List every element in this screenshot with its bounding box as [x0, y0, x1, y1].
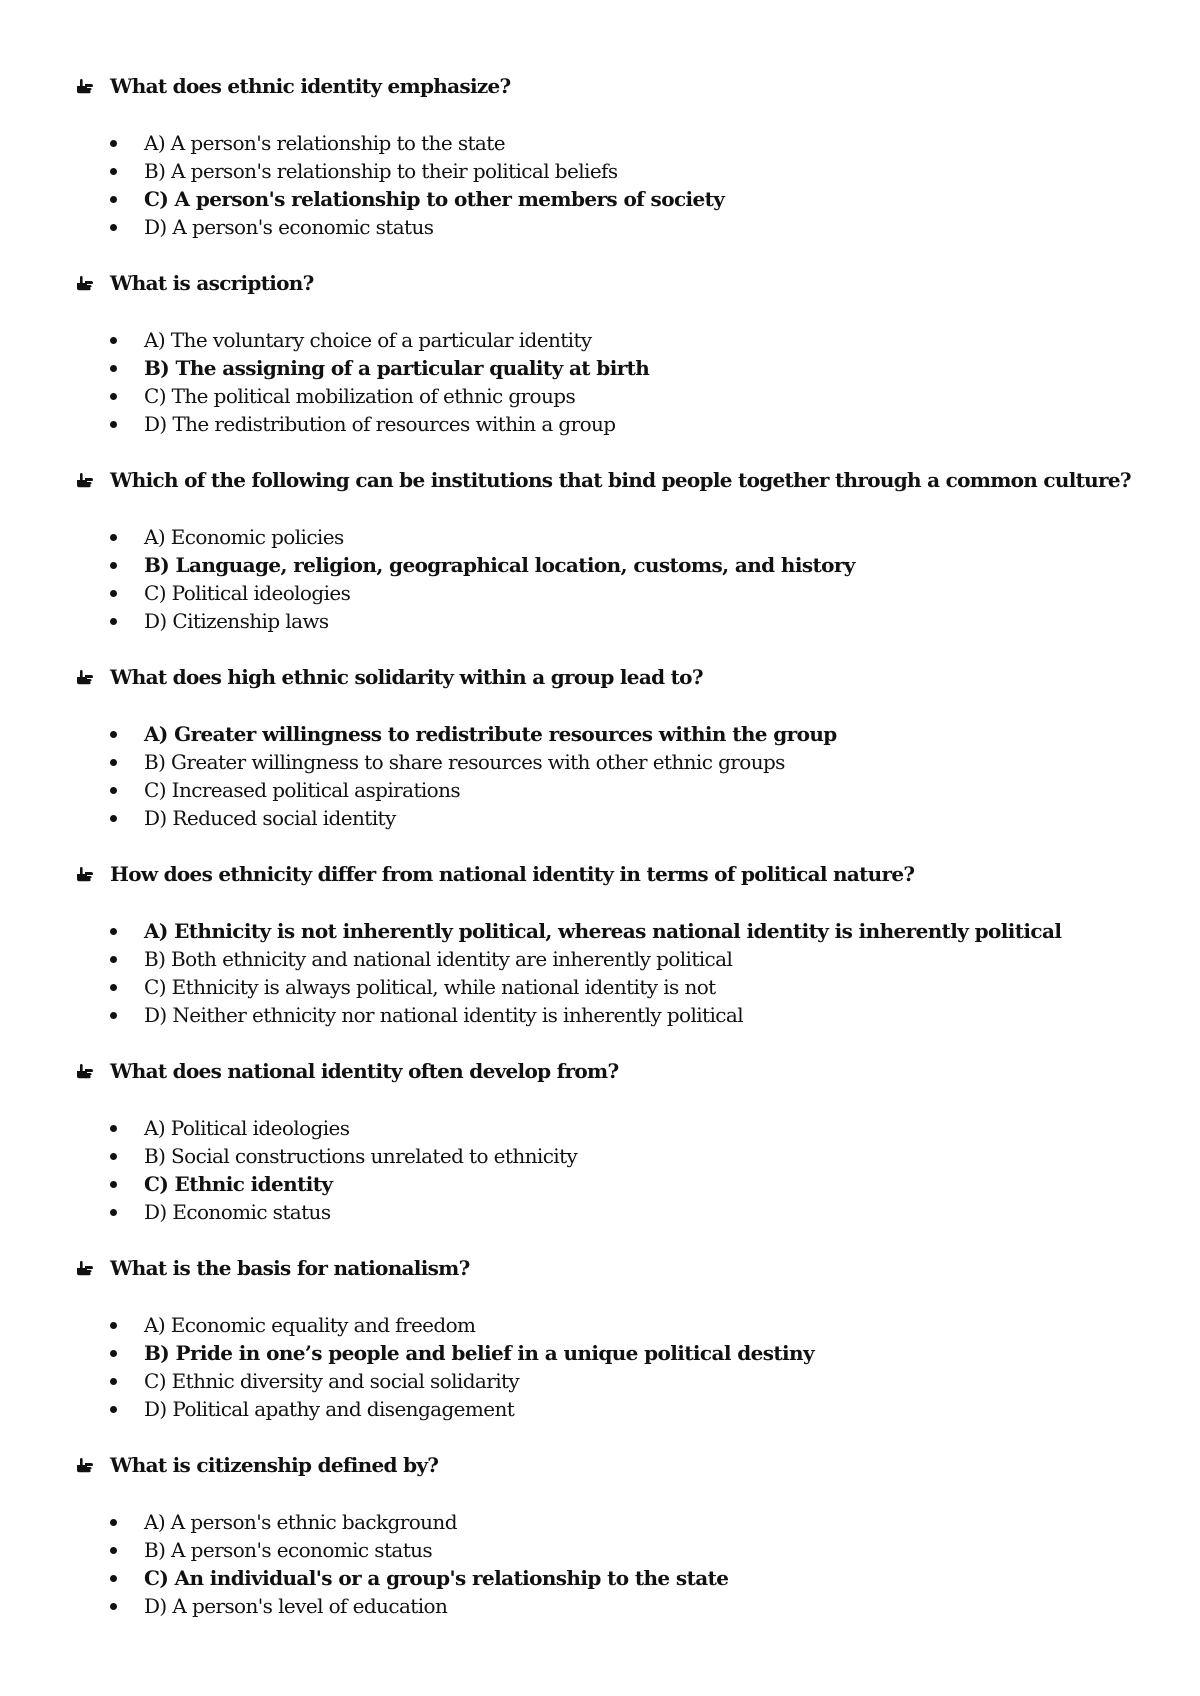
- bullet-icon: [110, 421, 117, 428]
- pointing-hand-icon: [76, 1062, 94, 1080]
- option-text: D) Economic status: [144, 1200, 331, 1224]
- answer-option-correct: [0, 354, 649, 382]
- bullet-icon: [110, 1547, 117, 1554]
- question-block-2: [0, 259, 1200, 456]
- option-text: B) A person's relationship to their political beliefs: [144, 159, 618, 183]
- answer-option: [0, 326, 649, 354]
- bullet-icon: [110, 928, 117, 935]
- answer-option: [0, 1536, 728, 1564]
- bullet-icon: [110, 759, 117, 766]
- option-text: B) The assigning of a particular quality at birth: [144, 356, 650, 380]
- bullet-icon: [110, 1322, 117, 1329]
- question-block-6: [0, 1047, 1200, 1244]
- question-block-1: [0, 62, 1200, 259]
- option-text: A) Economic equality and freedom: [144, 1313, 476, 1337]
- question-text: What is citizenship defined by?: [110, 1453, 439, 1477]
- question-text: What is the basis for nationalism?: [110, 1256, 470, 1280]
- question-header: [76, 74, 511, 98]
- option-text: C) Ethnic diversity and social solidarity: [144, 1369, 520, 1393]
- option-list: [0, 326, 649, 438]
- question-header: [76, 1059, 619, 1083]
- bullet-icon: [110, 1350, 117, 1357]
- option-list: [0, 1114, 577, 1226]
- answer-option: [0, 579, 855, 607]
- answer-option: [0, 776, 837, 804]
- option-text: A) Political ideologies: [144, 1116, 350, 1140]
- question-header: [76, 862, 914, 886]
- option-text: D) The redistribution of resources within a group: [144, 412, 616, 436]
- question-text: How does ethnicity differ from national identity in terms of political nature?: [110, 862, 915, 886]
- question-header: [76, 1256, 470, 1280]
- bullet-icon: [110, 618, 117, 625]
- pointing-hand-icon: [76, 865, 94, 883]
- question-text: What does ethnic identity emphasize?: [110, 74, 511, 98]
- answer-option: [0, 523, 855, 551]
- option-text: A) Economic policies: [144, 525, 344, 549]
- option-text: D) A person's economic status: [144, 215, 434, 239]
- bullet-icon: [110, 1125, 117, 1132]
- answer-option: [0, 213, 724, 241]
- bullet-icon: [110, 196, 117, 203]
- bullet-icon: [110, 337, 117, 344]
- pointing-hand-icon: [76, 471, 94, 489]
- bullet-icon: [110, 1575, 117, 1582]
- answer-option: [0, 1311, 814, 1339]
- question-text: Which of the following can be institutions that bind people together through a common culture?: [110, 468, 1131, 492]
- bullet-icon: [110, 1406, 117, 1413]
- answer-option-correct: [0, 185, 724, 213]
- bullet-icon: [110, 1181, 117, 1188]
- option-text: A) Greater willingness to redistribute resources within the group: [144, 722, 837, 746]
- answer-option: [0, 1114, 577, 1142]
- question-header: [76, 1453, 438, 1477]
- question-header: [76, 271, 314, 295]
- answer-option: [0, 1367, 814, 1395]
- bullet-icon: [110, 1153, 117, 1160]
- option-text: B) Greater willingness to share resources with other ethnic groups: [144, 750, 785, 774]
- answer-option: [0, 410, 649, 438]
- option-text: C) Increased political aspirations: [144, 778, 461, 802]
- bullet-icon: [110, 787, 117, 794]
- answer-option: [0, 1508, 728, 1536]
- bullet-icon: [110, 956, 117, 963]
- question-block-4: [0, 653, 1200, 850]
- option-text: B) Language, religion, geographical location, customs, and history: [144, 553, 855, 577]
- answer-option-correct: [0, 1339, 814, 1367]
- bullet-icon: [110, 815, 117, 822]
- bullet-icon: [110, 562, 117, 569]
- option-text: C) The political mobilization of ethnic groups: [144, 384, 576, 408]
- question-block-3: [0, 456, 1200, 653]
- option-text: A) A person's ethnic background: [144, 1510, 457, 1534]
- option-text: D) Citizenship laws: [144, 609, 329, 633]
- answer-option: [0, 157, 724, 185]
- question-text: What is ascription?: [110, 271, 314, 295]
- option-text: B) Both ethnicity and national identity are inherently political: [144, 947, 733, 971]
- answer-option-correct: [0, 1170, 577, 1198]
- answer-option: [0, 1142, 577, 1170]
- answer-option-correct: [0, 1564, 728, 1592]
- answer-option: [0, 382, 649, 410]
- bullet-icon: [110, 1378, 117, 1385]
- answer-option: [0, 607, 855, 635]
- answer-option-correct: [0, 917, 1061, 945]
- bullet-icon: [110, 1519, 117, 1526]
- option-text: C) A person's relationship to other members of society: [144, 187, 725, 211]
- answer-option: [0, 129, 724, 157]
- bullet-icon: [110, 984, 117, 991]
- bullet-icon: [110, 590, 117, 597]
- option-text: D) Reduced social identity: [144, 806, 396, 830]
- option-list: [0, 917, 1061, 1029]
- bullet-icon: [110, 224, 117, 231]
- option-list: [0, 129, 724, 241]
- question-header: [76, 468, 1131, 492]
- option-list: [0, 720, 837, 832]
- option-text: C) Political ideologies: [144, 581, 351, 605]
- answer-option: [0, 973, 1061, 1001]
- option-text: B) A person's economic status: [144, 1538, 433, 1562]
- bullet-icon: [110, 731, 117, 738]
- option-text: C) Ethnic identity: [144, 1172, 333, 1196]
- option-text: A) A person's relationship to the state: [144, 131, 505, 155]
- question-header: [76, 665, 703, 689]
- question-block-8: [0, 1441, 1200, 1638]
- bullet-icon: [110, 365, 117, 372]
- bullet-icon: [110, 1012, 117, 1019]
- bullet-icon: [110, 1209, 117, 1216]
- pointing-hand-icon: [76, 1456, 94, 1474]
- answer-option: [0, 1592, 728, 1620]
- bullet-icon: [110, 168, 117, 175]
- option-text: C) An individual's or a group's relationship to the state: [144, 1566, 729, 1590]
- option-list: [0, 1311, 814, 1423]
- pointing-hand-icon: [76, 274, 94, 292]
- option-text: B) Pride in one’s people and belief in a unique political destiny: [144, 1341, 814, 1365]
- option-text: A) Ethnicity is not inherently political, whereas national identity is inherently political: [144, 919, 1062, 943]
- option-list: [0, 1508, 728, 1620]
- bullet-icon: [110, 534, 117, 541]
- answer-option: [0, 1198, 577, 1226]
- bullet-icon: [110, 140, 117, 147]
- pointing-hand-icon: [76, 668, 94, 686]
- option-text: D) Neither ethnicity nor national identity is inherently political: [144, 1003, 744, 1027]
- option-text: B) Social constructions unrelated to ethnicity: [144, 1144, 578, 1168]
- option-list: [0, 523, 855, 635]
- bullet-icon: [110, 393, 117, 400]
- question-block-7: [0, 1244, 1200, 1441]
- option-text: D) A person's level of education: [144, 1594, 448, 1618]
- bullet-icon: [110, 1603, 117, 1610]
- answer-option: [0, 1001, 1061, 1029]
- answer-option: [0, 945, 1061, 973]
- answer-option-correct: [0, 720, 837, 748]
- question-text: What does national identity often develop from?: [110, 1059, 619, 1083]
- answer-option-correct: [0, 551, 855, 579]
- quiz-document: [0, 62, 1200, 1638]
- pointing-hand-icon: [76, 1259, 94, 1277]
- option-text: A) The voluntary choice of a particular identity: [144, 328, 592, 352]
- option-text: D) Political apathy and disengagement: [144, 1397, 515, 1421]
- option-text: C) Ethnicity is always political, while national identity is not: [144, 975, 716, 999]
- answer-option: [0, 1395, 814, 1423]
- question-block-5: [0, 850, 1200, 1047]
- answer-option: [0, 804, 837, 832]
- pointing-hand-icon: [76, 77, 94, 95]
- answer-option: [0, 748, 837, 776]
- question-text: What does high ethnic solidarity within a group lead to?: [110, 665, 703, 689]
